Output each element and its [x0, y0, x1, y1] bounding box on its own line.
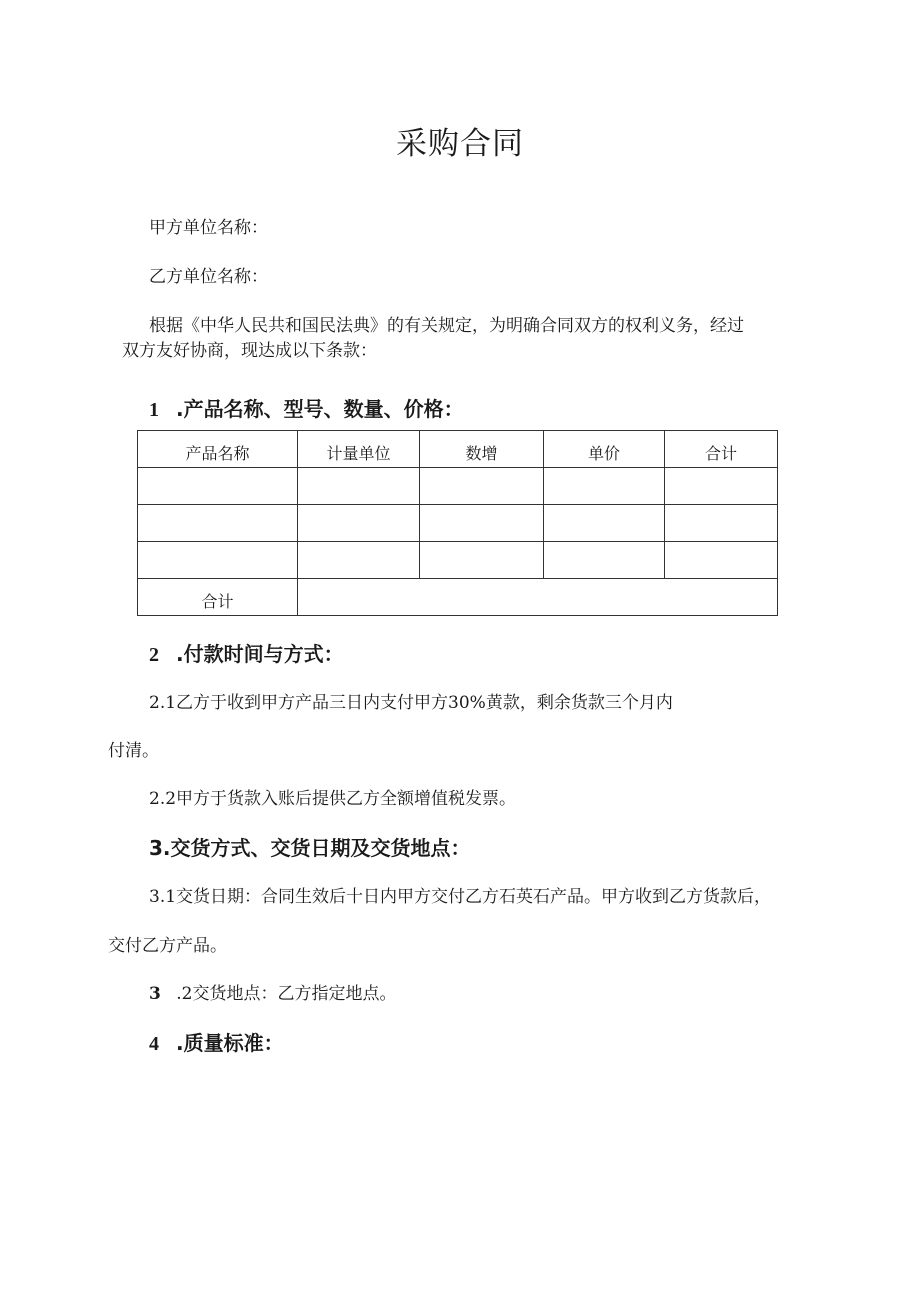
clause-2-2: 2.2甲方于货款入账后提供乙方全额增值税发票。 — [149, 789, 517, 809]
clause-3-1-line-2: 交付乙方产品。 — [108, 936, 227, 956]
table-cell[interactable] — [665, 468, 778, 505]
clause-3-2-number: 3 — [149, 984, 161, 1004]
table-header-row — [138, 431, 778, 468]
table-row — [138, 542, 778, 579]
table-cell[interactable] — [420, 468, 544, 505]
clause-3-2-text: .2交货地点：乙方指定地点。 — [176, 984, 397, 1004]
table-cell[interactable] — [298, 468, 420, 505]
table-cell[interactable] — [544, 468, 665, 505]
document-title: 采购合同 — [396, 126, 524, 162]
table-header-cell: 合计 — [665, 431, 778, 468]
section-4-number: 4 — [149, 1033, 159, 1055]
section-4-title: .质量标准： — [175, 1031, 284, 1055]
table-cell[interactable] — [665, 542, 778, 579]
section-2-heading — [149, 638, 344, 667]
table-header-cell: 数增 — [420, 431, 544, 468]
table-cell[interactable] — [420, 542, 544, 579]
section-1-number: 1 — [149, 399, 159, 421]
clause-3-2 — [149, 981, 396, 1007]
clause-3-1-line-1: 3.1交货日期：合同生效后十日内甲方交付乙方石英石产品。甲方收到乙方货款后， — [149, 887, 772, 907]
table-cell[interactable] — [138, 468, 298, 505]
section-2-number: 2 — [149, 644, 159, 666]
table-cell[interactable] — [420, 505, 544, 542]
table-cell[interactable] — [544, 505, 665, 542]
table-cell[interactable] — [544, 542, 665, 579]
table-cell[interactable] — [298, 542, 420, 579]
section-1-title: .产品名称、型号、数量、价格： — [175, 397, 464, 421]
section-3-heading: 3.交货方式、交货日期及交货地点： — [149, 836, 471, 860]
table-total-label: 合计 — [138, 579, 298, 616]
table-total-row — [138, 579, 778, 616]
table-header-cell: 单价 — [544, 431, 665, 468]
table-cell[interactable] — [138, 542, 298, 579]
section-2-title: .付款时间与方式： — [175, 642, 344, 666]
product-table — [137, 430, 778, 616]
section-4-heading — [149, 1027, 284, 1056]
table-cell[interactable] — [138, 505, 298, 542]
preamble-line-1: 根据《中华人民共和国民法典》的有关规定，为明确合同双方的权利义务，经过 — [149, 316, 744, 336]
table-cell[interactable] — [298, 505, 420, 542]
party-a-label: 甲方单位名称： — [149, 218, 268, 238]
preamble-line-2: 双方友好协商，现达成以下条款： — [122, 341, 377, 361]
clause-2-1-line-1: 2.1乙方于收到甲方产品三日内支付甲方30%黄款，剩余货款三个月内 — [149, 693, 673, 713]
table-row — [138, 468, 778, 505]
clause-2-1-line-2: 付清。 — [108, 741, 159, 761]
table-total-value[interactable] — [298, 579, 778, 616]
table-cell[interactable] — [665, 505, 778, 542]
section-1-heading — [149, 393, 464, 422]
table-header-cell: 产品名称 — [138, 431, 298, 468]
table-header-cell: 计量单位 — [298, 431, 420, 468]
table-row — [138, 505, 778, 542]
party-b-label: 乙方单位名称： — [149, 267, 268, 287]
